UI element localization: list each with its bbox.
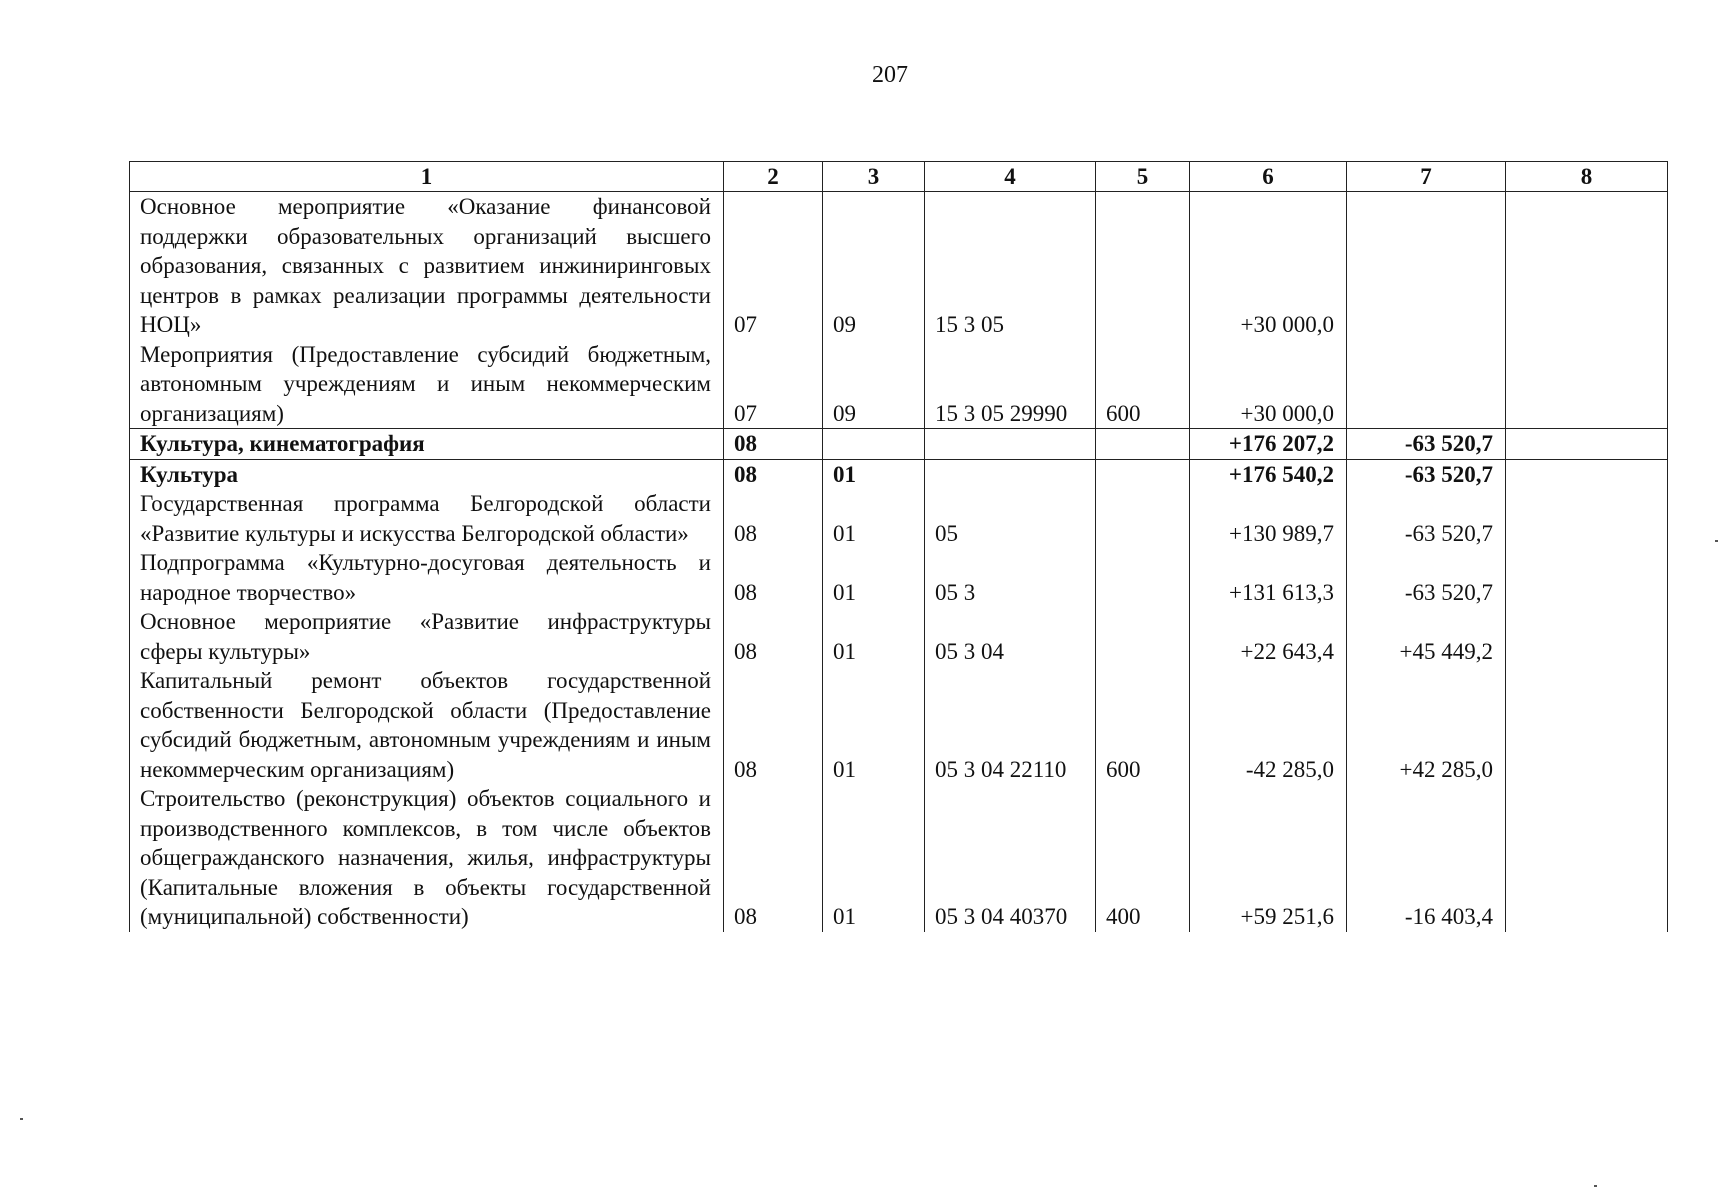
row-amount-col6: +176 540,2 bbox=[1190, 459, 1347, 489]
row-amount-col6: +176 207,2 bbox=[1190, 429, 1347, 460]
row-amount-col6: +22 643,4 bbox=[1190, 607, 1347, 666]
table-row bbox=[130, 192, 1668, 340]
row-subsection: 09 bbox=[823, 192, 925, 340]
row-amount-col7: -63 520,7 bbox=[1347, 548, 1506, 607]
row-name: Подпрограмма «Культурно-досуговая деятельность и народное творчество» bbox=[130, 548, 724, 607]
table-row bbox=[130, 489, 1668, 548]
row-section: 08 bbox=[724, 489, 823, 548]
row-amount-col8 bbox=[1506, 607, 1668, 666]
table-row bbox=[130, 666, 1668, 784]
budget-table bbox=[129, 161, 1668, 932]
row-amount-col8 bbox=[1506, 548, 1668, 607]
scan-speck bbox=[1594, 1185, 1597, 1187]
row-amount-col6: +30 000,0 bbox=[1190, 192, 1347, 340]
row-subsection: 09 bbox=[823, 340, 925, 429]
row-subsection: 01 bbox=[823, 548, 925, 607]
row-target-article: 05 3 bbox=[925, 548, 1096, 607]
page-number: 207 bbox=[872, 62, 908, 88]
row-amount-col8 bbox=[1506, 489, 1668, 548]
row-amount-col8 bbox=[1506, 459, 1668, 489]
row-amount-col8 bbox=[1506, 192, 1668, 340]
row-expense-type bbox=[1096, 607, 1190, 666]
row-name: Основное мероприятие «Оказание финансовой поддержки образовательных организаций высшего образования, связанных с развитием инжиниринговых центров в рамках реализации программы деятельности НОЦ» bbox=[130, 192, 724, 340]
row-name: Культура, кинематография bbox=[130, 429, 724, 460]
row-subsection: 01 bbox=[823, 459, 925, 489]
table-row bbox=[130, 429, 1668, 460]
row-amount-col7: -16 403,4 bbox=[1347, 784, 1506, 932]
scan-speck bbox=[1715, 540, 1718, 542]
header-cell-7: 7 bbox=[1347, 162, 1506, 192]
row-amount-col7: -63 520,7 bbox=[1347, 459, 1506, 489]
row-expense-type bbox=[1096, 192, 1190, 340]
row-section: 08 bbox=[724, 459, 823, 489]
row-subsection: 01 bbox=[823, 489, 925, 548]
row-expense-type bbox=[1096, 459, 1190, 489]
row-name: Государственная программа Белгородской области «Развитие культуры и искусства Белгородской области» bbox=[130, 489, 724, 548]
row-section: 07 bbox=[724, 340, 823, 429]
row-target-article: 15 3 05 29990 bbox=[925, 340, 1096, 429]
row-expense-type bbox=[1096, 429, 1190, 460]
row-target-article: 05 3 04 40370 bbox=[925, 784, 1096, 932]
row-subsection: 01 bbox=[823, 666, 925, 784]
row-amount-col7: +45 449,2 bbox=[1347, 607, 1506, 666]
row-section: 08 bbox=[724, 607, 823, 666]
row-target-article bbox=[925, 459, 1096, 489]
row-expense-type: 400 bbox=[1096, 784, 1190, 932]
row-section: 08 bbox=[724, 784, 823, 932]
header-cell-6: 6 bbox=[1190, 162, 1347, 192]
row-amount-col7: -63 520,7 bbox=[1347, 489, 1506, 548]
row-subsection: 01 bbox=[823, 607, 925, 666]
table-row bbox=[130, 459, 1668, 489]
row-target-article: 15 3 05 bbox=[925, 192, 1096, 340]
table-row bbox=[130, 340, 1668, 429]
row-section: 07 bbox=[724, 192, 823, 340]
row-section: 08 bbox=[724, 429, 823, 460]
table-row bbox=[130, 607, 1668, 666]
row-amount-col8 bbox=[1506, 784, 1668, 932]
header-cell-4: 4 bbox=[925, 162, 1096, 192]
scan-speck bbox=[20, 1118, 23, 1120]
row-name: Основное мероприятие «Развитие инфраструктуры сферы культуры» bbox=[130, 607, 724, 666]
table-header-row bbox=[130, 162, 1668, 192]
row-expense-type bbox=[1096, 548, 1190, 607]
header-cell-2: 2 bbox=[724, 162, 823, 192]
row-expense-type bbox=[1096, 489, 1190, 548]
row-amount-col7: -63 520,7 bbox=[1347, 429, 1506, 460]
row-name: Мероприятия (Предоставление субсидий бюджетным, автономным учреждениям и иным некоммерческим организациям) bbox=[130, 340, 724, 429]
row-target-article: 05 3 04 bbox=[925, 607, 1096, 666]
row-amount-col7 bbox=[1347, 340, 1506, 429]
table-row bbox=[130, 784, 1668, 932]
row-section: 08 bbox=[724, 666, 823, 784]
row-amount-col8 bbox=[1506, 429, 1668, 460]
row-target-article: 05 bbox=[925, 489, 1096, 548]
header-cell-1: 1 bbox=[130, 162, 724, 192]
row-amount-col6: +59 251,6 bbox=[1190, 784, 1347, 932]
row-amount-col6: +131 613,3 bbox=[1190, 548, 1347, 607]
row-subsection: 01 bbox=[823, 784, 925, 932]
table-row bbox=[130, 548, 1668, 607]
row-amount-col7 bbox=[1347, 192, 1506, 340]
row-amount-col6: +130 989,7 bbox=[1190, 489, 1347, 548]
row-name: Строительство (реконструкция) объектов социального и производственного комплексов, в том числе объектов общегражданского назначения, жилья, инфраструктуры (Капитальные вложения в объекты государственной (муниципальной) собственности) bbox=[130, 784, 724, 932]
row-target-article: 05 3 04 22110 bbox=[925, 666, 1096, 784]
row-name: Капитальный ремонт объектов государственной собственности Белгородской области (Предоставление субсидий бюджетным, автономным учреждениям и иным некоммерческим организациям) bbox=[130, 666, 724, 784]
row-amount-col6: -42 285,0 bbox=[1190, 666, 1347, 784]
header-cell-3: 3 bbox=[823, 162, 925, 192]
row-subsection bbox=[823, 429, 925, 460]
row-expense-type: 600 bbox=[1096, 666, 1190, 784]
row-expense-type: 600 bbox=[1096, 340, 1190, 429]
row-amount-col6: +30 000,0 bbox=[1190, 340, 1347, 429]
row-section: 08 bbox=[724, 548, 823, 607]
row-amount-col7: +42 285,0 bbox=[1347, 666, 1506, 784]
row-amount-col8 bbox=[1506, 340, 1668, 429]
header-cell-5: 5 bbox=[1096, 162, 1190, 192]
row-name: Культура bbox=[130, 459, 724, 489]
header-cell-8: 8 bbox=[1506, 162, 1668, 192]
row-target-article bbox=[925, 429, 1096, 460]
row-amount-col8 bbox=[1506, 666, 1668, 784]
